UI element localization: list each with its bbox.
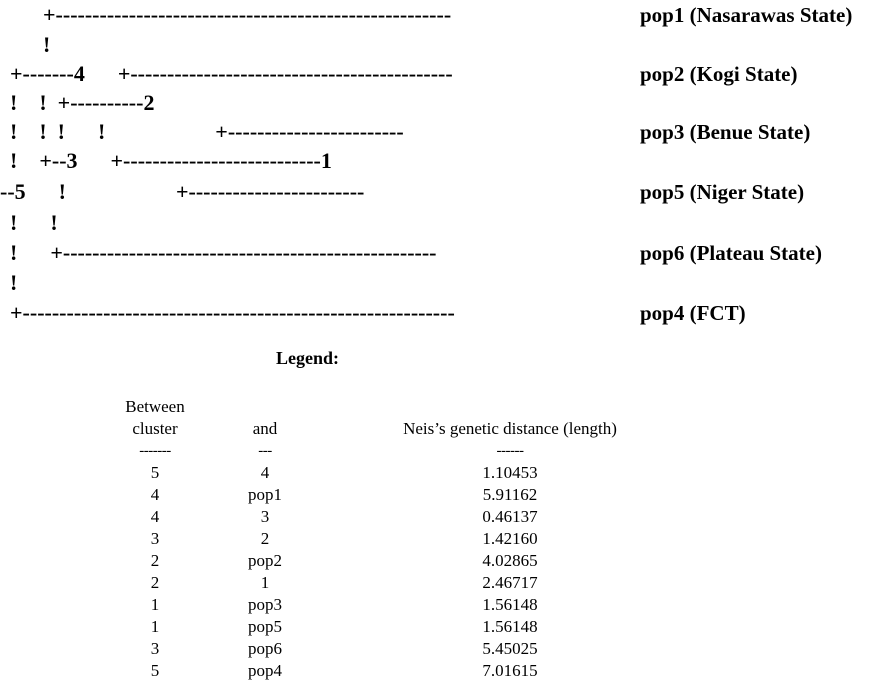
legend-rule-and: --- [258,443,272,459]
cell-cluster: 2 [150,573,160,592]
tree-row [0,208,888,238]
cell-and: pop2 [248,551,282,570]
tree-branch-art: ! +--3 +---------------------------1 [10,148,332,173]
cell-and: pop6 [248,639,282,658]
cell-cluster: 3 [150,639,160,658]
cell-and: pop1 [248,485,282,504]
table-row [100,572,700,594]
cell-cluster: 4 [150,507,160,526]
table-row [100,528,700,550]
table-row [100,638,700,660]
cell-and: 4 [260,463,270,482]
legend-header-distance-spacer [320,396,700,418]
tree-branch-art: ! ! ! ! +------------------------ [10,119,404,144]
tree-row [0,117,888,147]
cell-distance: 1.10453 [482,463,538,482]
tree-leaf-label-pop1: pop1 (Nasarawas State) [640,3,853,27]
cell-and: 3 [260,507,270,526]
tree-leaf-label-pop5: pop5 (Niger State) [640,180,805,204]
tree-row [0,298,888,328]
cell-distance: 1.42160 [482,529,538,548]
table-row [100,550,700,572]
legend-header-row-1 [100,396,700,418]
tree-leaf-label-pop2: pop2 (Kogi State) [640,62,798,86]
cell-cluster: 5 [150,661,160,680]
tree-row [0,238,888,268]
legend-header-and-line1 [210,396,320,418]
tree-row [0,30,888,60]
cell-distance: 1.56148 [482,595,538,614]
tree-row [0,146,888,176]
cell-cluster: 4 [150,485,160,504]
tree-leaf-label-pop6: pop6 (Plateau State) [640,241,822,265]
cell-and: pop5 [248,617,282,636]
cell-distance: 4.02865 [482,551,538,570]
table-row [100,506,700,528]
tree-branch-art: ! +--------------------------------------------------- [10,240,437,265]
tree-branch-art: ! [10,32,51,57]
legend-header-rule-row [100,440,700,462]
tree-row [0,268,888,298]
cell-distance: 1.56148 [482,617,538,636]
legend-header-cluster-line2: cluster [132,419,178,438]
tree-branch-art: +-------4 +-------------------------------------------- [10,61,453,86]
table-row [100,616,700,638]
table-row [100,462,700,484]
legend-title: Legend: [276,348,339,368]
tree-row [0,88,888,118]
cell-distance: 5.45025 [482,639,538,658]
cell-distance: 5.91162 [482,485,538,504]
tree-leaf-label-pop3: pop3 (Benue State) [640,120,811,144]
legend-header-row-2 [100,418,700,440]
dendrogram [0,0,888,340]
tree-leaf-label-pop4: pop4 (FCT) [640,301,746,325]
cell-distance: 2.46717 [482,573,538,592]
tree-branch-art: +----------------------------------------------------------- [10,300,455,325]
legend-rule-cluster: ------- [139,443,171,459]
legend-rule-distance: ------ [496,443,524,459]
cell-cluster: 3 [150,529,160,548]
cell-and: pop3 [248,595,282,614]
tree-row [0,0,888,30]
tree-row [0,177,888,207]
table-row [100,484,700,506]
legend-header-distance: Neis’s genetic distance (length) [403,419,617,438]
legend-table [100,396,700,682]
cell-distance: 7.01615 [482,661,538,680]
cell-and: 2 [260,529,270,548]
cell-and: pop4 [248,661,282,680]
tree-branch-art: +------------------------------------------------------ [10,2,452,27]
cell-cluster: 2 [150,551,160,570]
tree-row [0,59,888,89]
cell-distance: 0.46137 [482,507,538,526]
tree-branch-art: ! [10,270,18,295]
cell-and: 1 [260,573,270,592]
cell-cluster: 5 [150,463,160,482]
legend-header-and-line2: and [252,419,278,438]
table-row [100,660,700,682]
tree-branch-art: ! ! +----------2 [10,90,155,115]
legend-header-cluster-line1: Between [125,397,185,416]
cell-cluster: 1 [150,595,160,614]
tree-branch-art: --5 ! +------------------------ [0,179,365,204]
tree-branch-art: ! ! [10,210,58,235]
table-row [100,594,700,616]
cell-cluster: 1 [150,617,160,636]
